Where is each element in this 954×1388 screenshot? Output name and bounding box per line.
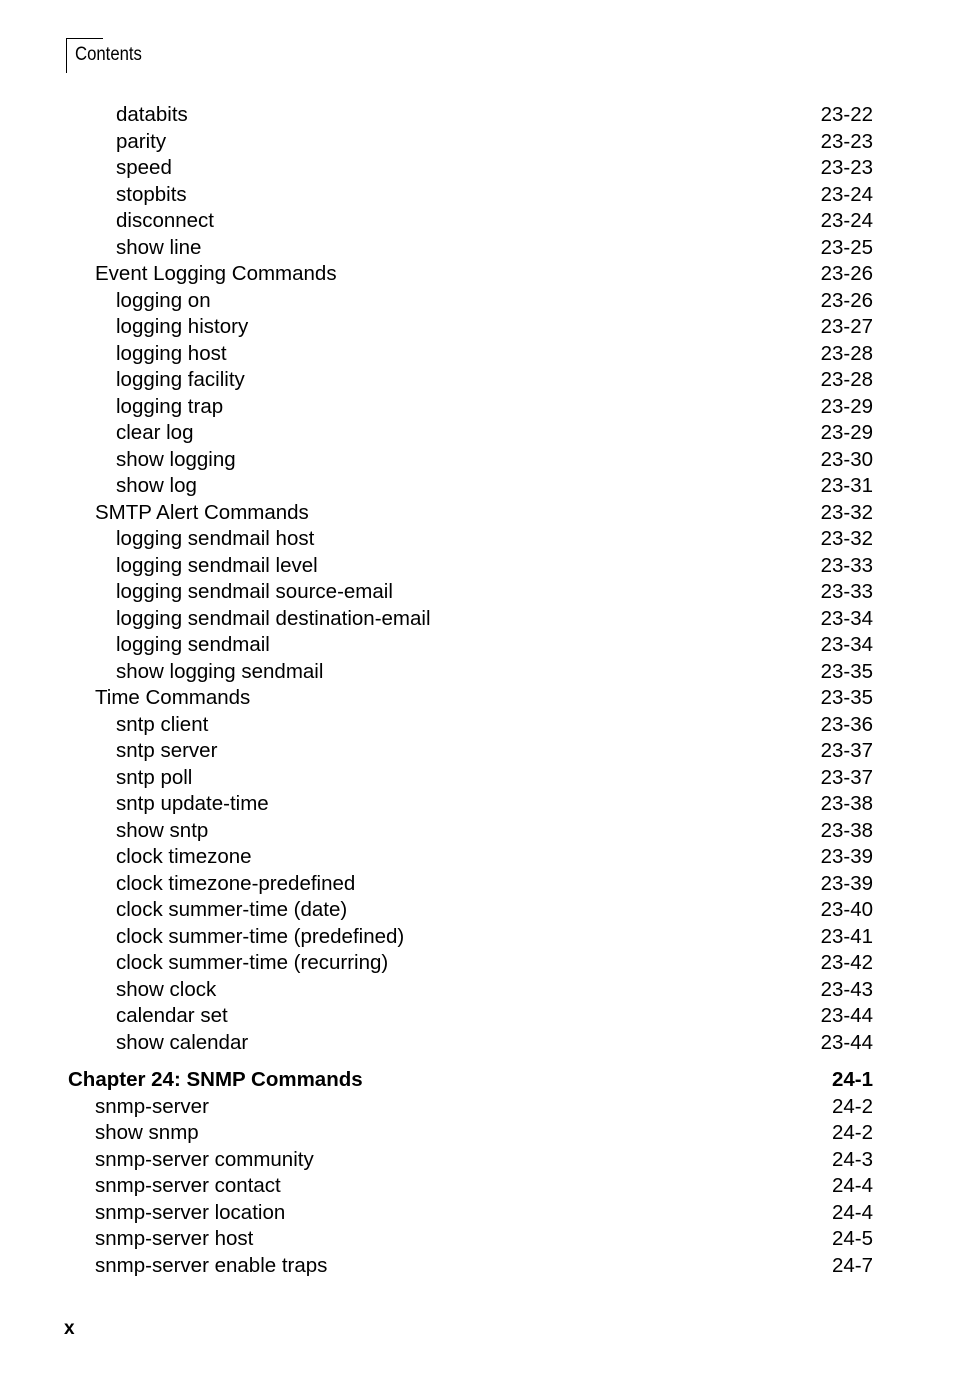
entry-page-number[interactable]: 24-1 <box>831 1068 873 1091</box>
entry-title[interactable]: show snmp <box>95 1121 199 1144</box>
toc-entry[interactable] <box>0 579 954 605</box>
toc-entry[interactable] <box>0 1003 954 1029</box>
entry-title[interactable]: clock summer-time (date) <box>116 898 348 921</box>
entry-title[interactable]: snmp-server enable traps <box>95 1253 328 1277</box>
entry-title[interactable]: show calendar <box>116 1030 249 1054</box>
toc-entry[interactable] <box>0 871 954 897</box>
section-title: Contents <box>75 44 142 65</box>
toc-entry[interactable] <box>0 1200 954 1226</box>
toc-entry[interactable] <box>0 394 954 420</box>
toc-entry[interactable] <box>0 1147 954 1173</box>
toc-entry[interactable] <box>0 553 954 579</box>
entry-title[interactable]: speed <box>116 156 172 179</box>
toc-entry[interactable] <box>0 1226 954 1252</box>
toc-entry[interactable] <box>0 791 954 817</box>
toc-entry[interactable] <box>0 977 954 1003</box>
entry-title[interactable]: logging host <box>116 341 227 365</box>
entry-page-number[interactable]: 24-3 <box>831 1147 873 1171</box>
entry-title[interactable]: show log <box>116 474 197 497</box>
toc-entry[interactable] <box>0 1030 954 1056</box>
entry-page-number[interactable]: 23-22 <box>820 103 873 126</box>
entry-page-number[interactable]: 23-40 <box>820 898 873 921</box>
entry-title[interactable]: logging sendmail <box>116 633 270 656</box>
toc-entry[interactable] <box>0 712 954 738</box>
entry-page-number[interactable]: 23-39 <box>820 845 873 868</box>
toc-entry[interactable] <box>0 235 954 261</box>
entry-title[interactable]: sntp poll <box>116 765 193 789</box>
entry-title[interactable]: show logging sendmail <box>116 659 324 683</box>
entry-title[interactable]: logging on <box>116 288 211 312</box>
entry-title[interactable]: clock summer-time (recurring) <box>116 951 389 974</box>
entry-page-number[interactable]: 23-29 <box>820 421 873 444</box>
toc-entry[interactable] <box>0 500 954 526</box>
toc-entry[interactable] <box>0 261 954 287</box>
entry-page-number[interactable]: 23-27 <box>820 315 873 338</box>
toc-entry[interactable] <box>0 924 954 950</box>
toc-entry[interactable] <box>0 155 954 181</box>
entry-page-number[interactable]: 23-32 <box>820 500 873 524</box>
entry-title[interactable]: clock timezone <box>116 845 252 868</box>
entry-title[interactable]: clear log <box>116 421 194 444</box>
toc-entry[interactable] <box>0 314 954 340</box>
toc-entry[interactable] <box>0 950 954 976</box>
chapter-entry[interactable] <box>0 1067 954 1093</box>
toc-entry[interactable] <box>0 473 954 499</box>
toc-entry[interactable] <box>0 765 954 791</box>
entry-title[interactable]: sntp client <box>116 712 209 736</box>
entry-title[interactable]: logging sendmail host <box>116 527 315 550</box>
entry-page-number[interactable]: 23-39 <box>820 871 873 895</box>
toc-entry[interactable] <box>0 1253 954 1279</box>
entry-page-number[interactable]: 24-2 <box>831 1094 873 1118</box>
entry-page-number[interactable]: 23-38 <box>820 818 873 842</box>
entry-title[interactable]: snmp-server contact <box>95 1174 281 1197</box>
entry-page-number[interactable]: 23-32 <box>820 527 873 550</box>
entry-title[interactable]: show logging <box>116 447 236 471</box>
entry-title[interactable]: stopbits <box>116 182 187 206</box>
entry-title[interactable]: disconnect <box>116 209 215 232</box>
entry-page-number[interactable]: 24-4 <box>831 1174 873 1197</box>
entry-page-number[interactable]: 23-24 <box>820 182 873 206</box>
entry-page-number[interactable]: 23-43 <box>820 977 873 1001</box>
entry-page-number[interactable]: 23-37 <box>820 739 873 762</box>
toc-entry[interactable] <box>0 632 954 658</box>
entry-title[interactable]: show line <box>116 235 202 259</box>
page-number: x <box>64 1318 75 1339</box>
entry-page-number[interactable]: 23-34 <box>820 633 873 656</box>
entry-title[interactable]: logging sendmail level <box>116 553 318 577</box>
toc-entry[interactable] <box>0 1120 954 1146</box>
entry-title[interactable]: show clock <box>116 977 217 1001</box>
entry-title[interactable]: logging facility <box>116 368 245 391</box>
toc-entry[interactable] <box>0 659 954 685</box>
entry-page-number[interactable]: 23-25 <box>820 235 873 259</box>
entry-page-number[interactable]: 23-28 <box>820 341 873 365</box>
entry-title[interactable]: logging sendmail destination-email <box>116 606 431 630</box>
entry-page-number[interactable]: 24-5 <box>831 1227 873 1250</box>
toc-entry[interactable] <box>0 182 954 208</box>
entry-page-number[interactable]: 23-36 <box>820 712 873 736</box>
entry-page-number[interactable]: 23-44 <box>820 1030 873 1054</box>
entry-title[interactable]: show sntp <box>116 818 209 842</box>
toc-entry[interactable] <box>0 102 954 128</box>
toc-entry[interactable] <box>0 447 954 473</box>
entry-page-number[interactable]: 23-33 <box>820 580 873 603</box>
toc-entry[interactable] <box>0 208 954 234</box>
toc-entry[interactable] <box>0 1173 954 1199</box>
entry-page-number[interactable]: 23-41 <box>820 924 873 948</box>
toc-entry[interactable] <box>0 341 954 367</box>
entry-title[interactable]: sntp update-time <box>116 792 269 815</box>
entry-page-number[interactable]: 23-35 <box>820 659 873 683</box>
toc-entry[interactable] <box>0 129 954 155</box>
entry-page-number[interactable]: 23-30 <box>820 447 873 471</box>
toc-entry[interactable] <box>0 818 954 844</box>
entry-page-number[interactable]: 23-33 <box>820 553 873 577</box>
toc-entry[interactable] <box>0 367 954 393</box>
toc-entry[interactable] <box>0 738 954 764</box>
toc-entry[interactable] <box>0 1094 954 1120</box>
entry-page-number[interactable]: 23-37 <box>820 765 873 789</box>
toc-entry[interactable] <box>0 897 954 923</box>
entry-page-number[interactable]: 23-38 <box>820 792 873 815</box>
entry-page-number[interactable]: 23-42 <box>820 951 873 974</box>
entry-title[interactable]: snmp-server location <box>95 1200 286 1224</box>
entry-title[interactable]: logging history <box>116 315 249 338</box>
entry-page-number[interactable]: 23-26 <box>820 262 873 285</box>
entry-page-number[interactable]: 23-29 <box>820 394 873 418</box>
toc-entry[interactable] <box>0 844 954 870</box>
entry-page-number[interactable]: 23-34 <box>820 606 873 630</box>
entry-title[interactable]: clock timezone-predefined <box>116 871 356 895</box>
entry-title[interactable]: logging trap <box>116 394 224 418</box>
entry-title[interactable]: databits <box>116 103 188 126</box>
entry-page-number[interactable]: 24-4 <box>831 1200 873 1224</box>
entry-title[interactable]: snmp-server community <box>95 1147 314 1171</box>
entry-page-number[interactable]: 23-28 <box>820 368 873 391</box>
entry-page-number[interactable]: 23-44 <box>820 1004 873 1027</box>
entry-title[interactable]: sntp server <box>116 739 218 762</box>
entry-title[interactable]: clock summer-time (predefined) <box>116 924 405 948</box>
entry-title[interactable]: Event Logging Commands <box>95 262 337 285</box>
entry-title[interactable]: SMTP Alert Commands <box>95 500 309 524</box>
entry-title[interactable]: snmp-server host <box>95 1227 254 1250</box>
entry-page-number[interactable]: 24-7 <box>831 1253 873 1277</box>
entry-page-number[interactable]: 24-2 <box>831 1121 873 1144</box>
entry-page-number[interactable]: 23-35 <box>820 686 873 709</box>
entry-page-number[interactable]: 23-24 <box>820 209 873 232</box>
entry-page-number[interactable]: 23-23 <box>820 156 873 179</box>
toc-entry[interactable] <box>0 685 954 711</box>
entry-page-number[interactable]: 23-23 <box>820 129 873 153</box>
entry-title[interactable]: Time Commands <box>95 686 251 709</box>
entry-title[interactable]: calendar set <box>116 1004 228 1027</box>
entry-page-number[interactable]: 23-26 <box>820 288 873 312</box>
toc-entry[interactable] <box>0 420 954 446</box>
toc-entry[interactable] <box>0 526 954 552</box>
entry-title[interactable]: logging sendmail source-email <box>116 580 393 603</box>
toc-entry[interactable] <box>0 288 954 314</box>
toc-entry[interactable] <box>0 606 954 632</box>
entry-title[interactable]: Chapter 24: SNMP Commands <box>68 1068 363 1091</box>
entry-title[interactable]: snmp-server <box>95 1094 209 1118</box>
entry-title[interactable]: parity <box>116 129 167 153</box>
entry-page-number[interactable]: 23-31 <box>820 474 873 497</box>
